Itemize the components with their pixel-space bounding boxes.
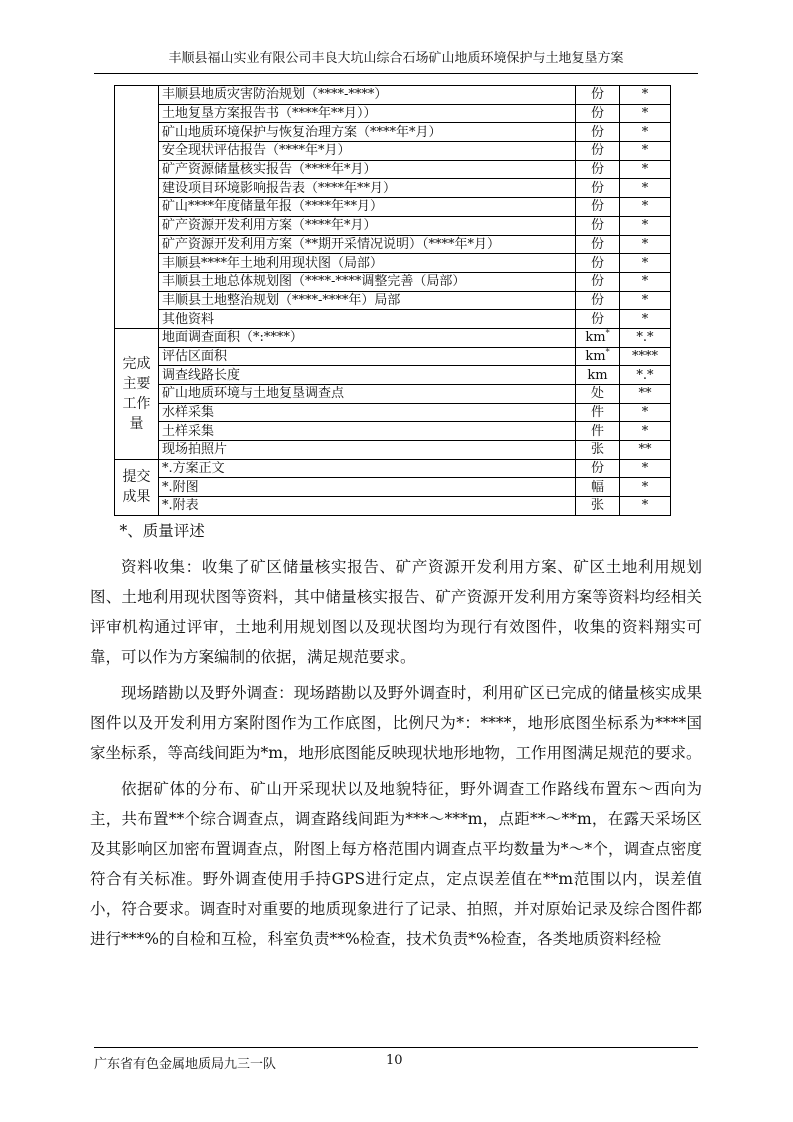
table-cell-quantity: * <box>620 86 671 105</box>
table-row <box>115 123 671 142</box>
paragraph-data-collection: 资料收集：收集了矿区储量核实报告、矿产资源开发利用方案、矿区土地利用规划图、土地利用现状图等资料，其中储量核实报告、矿产资源开发利用方案等资料均经相关评审机构通过评审，土地利用规划图以及现状图均为现行有效图件，收集的资料翔实可靠，可以作为方案编制的依据，满足规范要求。 <box>90 558 702 666</box>
table-cell-unit: 份 <box>576 272 620 291</box>
table-category-workload: 完成主要工作量 <box>115 328 159 459</box>
table-cell-quantity: *.* <box>620 366 671 385</box>
table-cell-item: 安全现状评估报告（****年*月） <box>159 142 576 161</box>
table-cell-quantity: * <box>620 459 671 478</box>
table-cell-quantity: * <box>620 123 671 142</box>
table-cell-quantity: ** <box>620 441 671 460</box>
table-cell-item: 土地复垦方案报告书（****年**月）） <box>159 104 576 123</box>
table-row <box>115 385 671 404</box>
table-cell-unit: 件 <box>576 422 620 441</box>
table-cell-item: 地面调查面积（*:****） <box>159 328 576 347</box>
table-cell-item: 矿山****年度储量年报（****年**月） <box>159 198 576 217</box>
table-cell-quantity: * <box>620 478 671 497</box>
table-row <box>115 160 671 179</box>
table-cell-quantity: ** <box>620 385 671 404</box>
table-row <box>115 254 671 273</box>
table-cell-quantity: * <box>620 403 671 422</box>
table-cell-quantity: * <box>620 422 671 441</box>
table-cell-unit: 份 <box>576 216 620 235</box>
table-cell-item: 土样采集 <box>159 422 576 441</box>
table-cell-item: 水样采集 <box>159 403 576 422</box>
table-row <box>115 179 671 198</box>
data-sources-table <box>114 85 671 516</box>
table-row <box>115 198 671 217</box>
table-cell-item: 矿产资源开发利用方案（**期开采情况说明）（****年*月） <box>159 235 576 254</box>
table-cell-quantity: * <box>620 291 671 310</box>
table-cell-unit: 份 <box>576 104 620 123</box>
page-number: 10 <box>386 1053 403 1068</box>
table-cell-unit: 份 <box>576 198 620 217</box>
table-category-results: 提交成果 <box>115 459 159 515</box>
table-cell-quantity: * <box>620 142 671 161</box>
table-row <box>115 142 671 161</box>
unit-superscript: * <box>605 347 610 357</box>
table-cell-unit: 处 <box>576 385 620 404</box>
table-row <box>115 86 671 105</box>
table-cell-quantity: * <box>620 160 671 179</box>
table-cell-quantity: * <box>620 216 671 235</box>
table-cell-item: 丰顺县地质灾害防治规划（****-****） <box>159 86 576 105</box>
table-cell-unit: 张 <box>576 441 620 460</box>
table-category-cell <box>115 86 159 329</box>
table-cell-unit: 份 <box>576 142 620 161</box>
table-row <box>115 310 671 329</box>
table-cell-item: 矿山地质环境保护与恢复治理方案（****年*月） <box>159 123 576 142</box>
table-cell-quantity: * <box>620 497 671 516</box>
table-cell-unit <box>576 328 620 347</box>
table-cell-quantity: * <box>620 310 671 329</box>
table-row <box>115 459 671 478</box>
table-row <box>115 347 671 366</box>
table-cell-unit: 份 <box>576 459 620 478</box>
table-cell-quantity: * <box>620 254 671 273</box>
table-cell-quantity: * <box>620 272 671 291</box>
table-cell-unit: 份 <box>576 160 620 179</box>
paragraph-survey-layout: 依据矿体的分布、矿山开采现状以及地貌特征，野外调查工作路线布置东～西向为主，共布置**个综合调查点，调查路线间距为***～***m，点距**～**m，在露天采场区及其影响区加密布置调查点，附图上每方格范围内调查点平均数量为*～*个，调查点密度符合有关标准。野外调查使用手持GPS进行定点，定点误差值在**m范围以内，误差值小，符合要求。调查时对重要的地质现象进行了记录、拍照，并对原始记录及综合图件都进行***%的自检和互检，科室负责**%检查，技术负责*%检查，各类地质资料经检 <box>90 780 702 948</box>
table-cell-quantity: *.* <box>620 328 671 347</box>
body-text <box>90 516 702 960</box>
table-row <box>115 441 671 460</box>
table-cell-unit: 份 <box>576 291 620 310</box>
table-cell-unit: 份 <box>576 310 620 329</box>
table-cell-item: 现场拍照片 <box>159 441 576 460</box>
table-cell-quantity: * <box>620 179 671 198</box>
table-cell-item: 其他资料 <box>159 310 576 329</box>
table-cell-unit: 份 <box>576 235 620 254</box>
table-row <box>115 104 671 123</box>
page-header: 丰顺县福山实业有限公司丰良大坑山综合石场矿山地质环境保护与土地复垦方案 <box>168 51 624 66</box>
unit-text: km <box>585 330 606 346</box>
table-cell-item: 评估区面积 <box>159 347 576 366</box>
table-cell-item: 矿产资源储量核实报告（****年*月） <box>159 160 576 179</box>
table-cell-unit: 份 <box>576 254 620 273</box>
table-row <box>115 366 671 385</box>
table-row <box>115 478 671 497</box>
table-cell-quantity: * <box>620 104 671 123</box>
table-cell-item: *.方案正文 <box>159 459 576 478</box>
table-row <box>115 235 671 254</box>
table-cell-item: 矿山地质环境与土地复垦调查点 <box>159 385 576 404</box>
table-cell-item: *.附图 <box>159 478 576 497</box>
table-cell-unit: 份 <box>576 123 620 142</box>
header-divider <box>94 73 698 74</box>
section-heading: *、质量评述 <box>119 522 205 540</box>
table-cell-unit: 份 <box>576 86 620 105</box>
table-row <box>115 422 671 441</box>
table-cell-unit: 件 <box>576 403 620 422</box>
table-cell-item: 丰顺县土地整治规划（****-****年）局部 <box>159 291 576 310</box>
table-row <box>115 497 671 516</box>
table-cell-item: 矿产资源开发利用方案（****年*月） <box>159 216 576 235</box>
table-cell-quantity: * <box>620 235 671 254</box>
table-body <box>115 86 671 516</box>
footer-organization: 广东省有色金属地质局九三一队 <box>94 1057 277 1072</box>
table-cell-unit: 份 <box>576 179 620 198</box>
table-cell-item: 调查线路长度 <box>159 366 576 385</box>
table-row <box>115 216 671 235</box>
table-cell-item: 建设项目环境影响报告表（****年**月） <box>159 179 576 198</box>
unit-text: km <box>585 348 606 364</box>
table-row <box>115 291 671 310</box>
table-row <box>115 328 671 347</box>
table-cell-unit: km <box>576 366 620 385</box>
table-row <box>115 272 671 291</box>
table-cell-quantity: **** <box>620 347 671 366</box>
table-cell-item: 丰顺县土地总体规划图（****-****调整完善（局部） <box>159 272 576 291</box>
table-cell-unit: 张 <box>576 497 620 516</box>
table-cell-unit <box>576 347 620 366</box>
paragraph-field-survey: 现场踏勘以及野外调查：现场踏勘以及野外调查时，利用矿区已完成的储量核实成果图件以及开发利用方案附图作为工作底图，比例尺为*：****，地形底图坐标系为****国家坐标系，等高线间距为*m，地形底图能反映现状地形地物，工作用图满足规范的要求。 <box>90 684 702 762</box>
table-row <box>115 403 671 422</box>
footer-divider <box>94 1047 698 1048</box>
table-cell-quantity: * <box>620 198 671 217</box>
table-cell-unit: 幅 <box>576 478 620 497</box>
table-cell-item: 丰顺县****年土地利用现状图（局部） <box>159 254 576 273</box>
table-cell-item: *.附表 <box>159 497 576 516</box>
unit-superscript: * <box>605 328 610 338</box>
